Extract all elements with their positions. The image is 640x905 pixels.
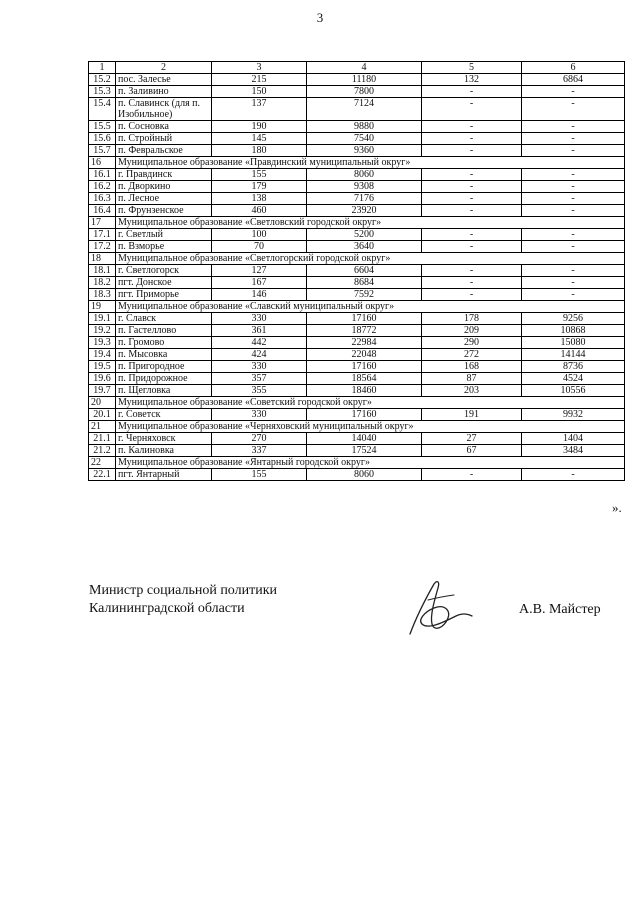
table-cell: 178 — [422, 313, 522, 325]
table-cell: 14144 — [522, 349, 625, 361]
table-cell: 145 — [212, 133, 307, 145]
table-cell: - — [422, 289, 522, 301]
table-row — [89, 349, 625, 361]
table-cell: 357 — [212, 373, 307, 385]
table-cell: 127 — [212, 265, 307, 277]
table-cell: 442 — [212, 337, 307, 349]
table-cell: - — [422, 469, 522, 481]
signer-title — [89, 582, 277, 618]
table-row — [89, 265, 625, 277]
table-row — [89, 229, 625, 241]
table-cell: 155 — [212, 469, 307, 481]
table-cell: 7176 — [307, 193, 422, 205]
table-cell: п. Февральское — [116, 145, 212, 157]
table-row — [89, 193, 625, 205]
table-cell: 9256 — [522, 313, 625, 325]
table-row — [89, 241, 625, 253]
header-cell: 1 — [89, 62, 116, 74]
table-cell: п. Заливино — [116, 86, 212, 98]
table-cell: - — [522, 145, 625, 157]
table-cell: - — [422, 133, 522, 145]
table-row — [89, 86, 625, 98]
table-cell: 272 — [422, 349, 522, 361]
table-cell: 460 — [212, 205, 307, 217]
table-cell: 15.6 — [89, 133, 116, 145]
table-cell: - — [522, 86, 625, 98]
table-cell: 9360 — [307, 145, 422, 157]
table-cell: 19.2 — [89, 325, 116, 337]
table-cell: - — [522, 169, 625, 181]
table-cell: 15.3 — [89, 86, 116, 98]
table-row — [89, 133, 625, 145]
table-cell: п. Пригородное — [116, 361, 212, 373]
table-cell: 27 — [422, 433, 522, 445]
signer-title-line: Министр социальной политики — [89, 583, 278, 598]
table-row — [89, 337, 625, 349]
section-number: 18 — [89, 253, 116, 265]
table-cell: п. Сосновка — [116, 121, 212, 133]
table-cell: - — [522, 193, 625, 205]
section-row — [89, 421, 625, 433]
table-cell: 6864 — [522, 74, 625, 86]
table-cell: 15.5 — [89, 121, 116, 133]
table-cell: 16.4 — [89, 205, 116, 217]
table-cell: 132 — [422, 74, 522, 86]
table-cell: 17160 — [307, 361, 422, 373]
section-number: 22 — [89, 457, 116, 469]
section-title: Муниципальное образование «Правдинский муниципальный округ» — [116, 157, 625, 169]
table-cell: 8060 — [307, 469, 422, 481]
table-cell: 3640 — [307, 241, 422, 253]
table-cell: 17160 — [307, 313, 422, 325]
settlements-table — [88, 61, 625, 481]
table-cell: 22048 — [307, 349, 422, 361]
table-cell: 19.3 — [89, 337, 116, 349]
table-cell: 5200 — [307, 229, 422, 241]
header-cell: 2 — [116, 62, 212, 74]
table-cell: п. Взморье — [116, 241, 212, 253]
table-cell: п. Калиновка — [116, 445, 212, 457]
table-cell: 330 — [212, 313, 307, 325]
table-cell: - — [422, 229, 522, 241]
table-row — [89, 361, 625, 373]
section-title: Муниципальное образование «Янтарный городской округ» — [116, 457, 625, 469]
table-header-row — [89, 62, 625, 74]
table-cell: 19.4 — [89, 349, 116, 361]
table-cell: - — [422, 193, 522, 205]
table-cell: 9932 — [522, 409, 625, 421]
table-cell: 9308 — [307, 181, 422, 193]
section-row — [89, 457, 625, 469]
table-cell: 17160 — [307, 409, 422, 421]
table-cell: 22984 — [307, 337, 422, 349]
table-cell: - — [422, 98, 522, 121]
table-cell: 1404 — [522, 433, 625, 445]
table-cell: 6604 — [307, 265, 422, 277]
table-row — [89, 325, 625, 337]
table-cell: пгт. Приморье — [116, 289, 212, 301]
section-row — [89, 217, 625, 229]
table-cell: 168 — [422, 361, 522, 373]
table-cell: - — [522, 277, 625, 289]
table-cell: 17.2 — [89, 241, 116, 253]
table-row — [89, 74, 625, 86]
table-cell: 167 — [212, 277, 307, 289]
table-cell: - — [522, 133, 625, 145]
table-cell: 330 — [212, 409, 307, 421]
table-cell: 20.1 — [89, 409, 116, 421]
section-row — [89, 301, 625, 313]
table-row — [89, 409, 625, 421]
section-row — [89, 397, 625, 409]
table-cell: 18564 — [307, 373, 422, 385]
table-cell: 100 — [212, 229, 307, 241]
table-cell: г. Славск — [116, 313, 212, 325]
table-cell: п. Фрунзенское — [116, 205, 212, 217]
signer-title-line: Калининградской области — [89, 601, 245, 616]
table-cell: 11180 — [307, 74, 422, 86]
table-cell: г. Черняховск — [116, 433, 212, 445]
table-cell: 19.5 — [89, 361, 116, 373]
table-cell: г. Светлый — [116, 229, 212, 241]
table-cell: 7124 — [307, 98, 422, 121]
table-cell: 203 — [422, 385, 522, 397]
table-cell: - — [422, 205, 522, 217]
table-cell: 16.2 — [89, 181, 116, 193]
table-row — [89, 433, 625, 445]
table-cell: 19.7 — [89, 385, 116, 397]
section-title: Муниципальное образование «Советский городской округ» — [116, 397, 625, 409]
header-cell: 5 — [422, 62, 522, 74]
table-cell: 18772 — [307, 325, 422, 337]
header-cell: 6 — [522, 62, 625, 74]
table-row — [89, 205, 625, 217]
table-cell: 15.2 — [89, 74, 116, 86]
table-cell: 290 — [422, 337, 522, 349]
table-cell: 87 — [422, 373, 522, 385]
section-title: Муниципальное образование «Славский муниципальный округ» — [116, 301, 625, 313]
header-cell: 4 — [307, 62, 422, 74]
table-row — [89, 181, 625, 193]
table-cell: 8736 — [522, 361, 625, 373]
table-cell: - — [522, 181, 625, 193]
page-number: 3 — [316, 10, 324, 25]
table-cell: - — [422, 121, 522, 133]
table-cell: 155 — [212, 169, 307, 181]
table-row — [89, 469, 625, 481]
table-cell: г. Правдинск — [116, 169, 212, 181]
table-cell: п. Дворкино — [116, 181, 212, 193]
table-row — [89, 121, 625, 133]
table-cell: - — [522, 241, 625, 253]
section-number: 17 — [89, 217, 116, 229]
table-cell: 21.1 — [89, 433, 116, 445]
table-cell: 424 — [212, 349, 307, 361]
section-title: Муниципальное образование «Светловский городской округ» — [116, 217, 625, 229]
header-cell: 3 — [212, 62, 307, 74]
table-cell: пгт. Донское — [116, 277, 212, 289]
table-cell: 15.4 — [89, 98, 116, 121]
table-cell: 209 — [422, 325, 522, 337]
table-cell: - — [522, 469, 625, 481]
table-row — [89, 98, 625, 121]
section-number: 19 — [89, 301, 116, 313]
table-cell: 19.6 — [89, 373, 116, 385]
table-cell: 7592 — [307, 289, 422, 301]
table-cell: п. Лесное — [116, 193, 212, 205]
table-row — [89, 145, 625, 157]
table-cell: 7800 — [307, 86, 422, 98]
table-cell: 17.1 — [89, 229, 116, 241]
table-cell: - — [522, 121, 625, 133]
table-cell: 179 — [212, 181, 307, 193]
table-cell: п. Громово — [116, 337, 212, 349]
section-title: Муниципальное образование «Светлогорский городской округ» — [116, 253, 625, 265]
table-cell: 138 — [212, 193, 307, 205]
table-cell: - — [522, 265, 625, 277]
table-cell: 215 — [212, 74, 307, 86]
table-row — [89, 445, 625, 457]
table-cell: г. Светлогорск — [116, 265, 212, 277]
table-cell: - — [522, 289, 625, 301]
table-cell: 14040 — [307, 433, 422, 445]
table-cell: 17524 — [307, 445, 422, 457]
table-cell: 4524 — [522, 373, 625, 385]
table-row — [89, 385, 625, 397]
table-cell: - — [522, 229, 625, 241]
table-cell: 8684 — [307, 277, 422, 289]
signer-name: А.В. Майстер — [519, 602, 601, 617]
table-cell: 16.3 — [89, 193, 116, 205]
table-cell: - — [422, 181, 522, 193]
table-cell: 190 — [212, 121, 307, 133]
table-cell: п. Славинск (для п. Изобильное) — [116, 98, 212, 121]
table-cell: 9880 — [307, 121, 422, 133]
table-cell: 7540 — [307, 133, 422, 145]
table-cell: - — [522, 205, 625, 217]
table-cell: 18.1 — [89, 265, 116, 277]
table-cell: - — [422, 265, 522, 277]
section-number: 21 — [89, 421, 116, 433]
table-cell: 18.2 — [89, 277, 116, 289]
table-row — [89, 313, 625, 325]
table-cell: - — [422, 241, 522, 253]
table-cell: п. Гастеллово — [116, 325, 212, 337]
table-cell: 23920 — [307, 205, 422, 217]
table-cell: 355 — [212, 385, 307, 397]
table-cell: 15.7 — [89, 145, 116, 157]
section-row — [89, 253, 625, 265]
table-cell: пгт. Янтарный — [116, 469, 212, 481]
table-cell: - — [422, 145, 522, 157]
table-cell: 22.1 — [89, 469, 116, 481]
table-cell: 8060 — [307, 169, 422, 181]
table-cell: пос. Залесье — [116, 74, 212, 86]
table-cell: 10556 — [522, 385, 625, 397]
table-cell: 361 — [212, 325, 307, 337]
table-cell: 18460 — [307, 385, 422, 397]
table-cell: 16.1 — [89, 169, 116, 181]
table-cell: 337 — [212, 445, 307, 457]
table-cell: 180 — [212, 145, 307, 157]
table-cell: 330 — [212, 361, 307, 373]
table-cell: г. Советск — [116, 409, 212, 421]
section-row — [89, 157, 625, 169]
table-cell: 18.3 — [89, 289, 116, 301]
table-cell: - — [522, 98, 625, 121]
table-cell: п. Щегловка — [116, 385, 212, 397]
table-cell: 21.2 — [89, 445, 116, 457]
table-cell: 191 — [422, 409, 522, 421]
table-body — [89, 62, 625, 481]
table-cell: 270 — [212, 433, 307, 445]
table-row — [89, 289, 625, 301]
section-number: 16 — [89, 157, 116, 169]
closing-quote: ». — [612, 500, 622, 515]
table-cell: - — [422, 277, 522, 289]
table-cell: 67 — [422, 445, 522, 457]
table-cell: 137 — [212, 98, 307, 121]
table-cell: - — [422, 86, 522, 98]
table-cell: 150 — [212, 86, 307, 98]
table-cell: 15080 — [522, 337, 625, 349]
table-cell: - — [422, 169, 522, 181]
table-cell: п. Мысовка — [116, 349, 212, 361]
section-number: 20 — [89, 397, 116, 409]
table-cell: 70 — [212, 241, 307, 253]
table-cell: 146 — [212, 289, 307, 301]
table-row — [89, 277, 625, 289]
table-cell: п. Придорожное — [116, 373, 212, 385]
table-cell: 3484 — [522, 445, 625, 457]
table-cell: 10868 — [522, 325, 625, 337]
section-title: Муниципальное образование «Черняховский муниципальный округ» — [116, 421, 625, 433]
handwritten-signature — [404, 578, 476, 640]
table-row — [89, 169, 625, 181]
table-row — [89, 373, 625, 385]
table-cell: п. Стройный — [116, 133, 212, 145]
table-cell: 19.1 — [89, 313, 116, 325]
